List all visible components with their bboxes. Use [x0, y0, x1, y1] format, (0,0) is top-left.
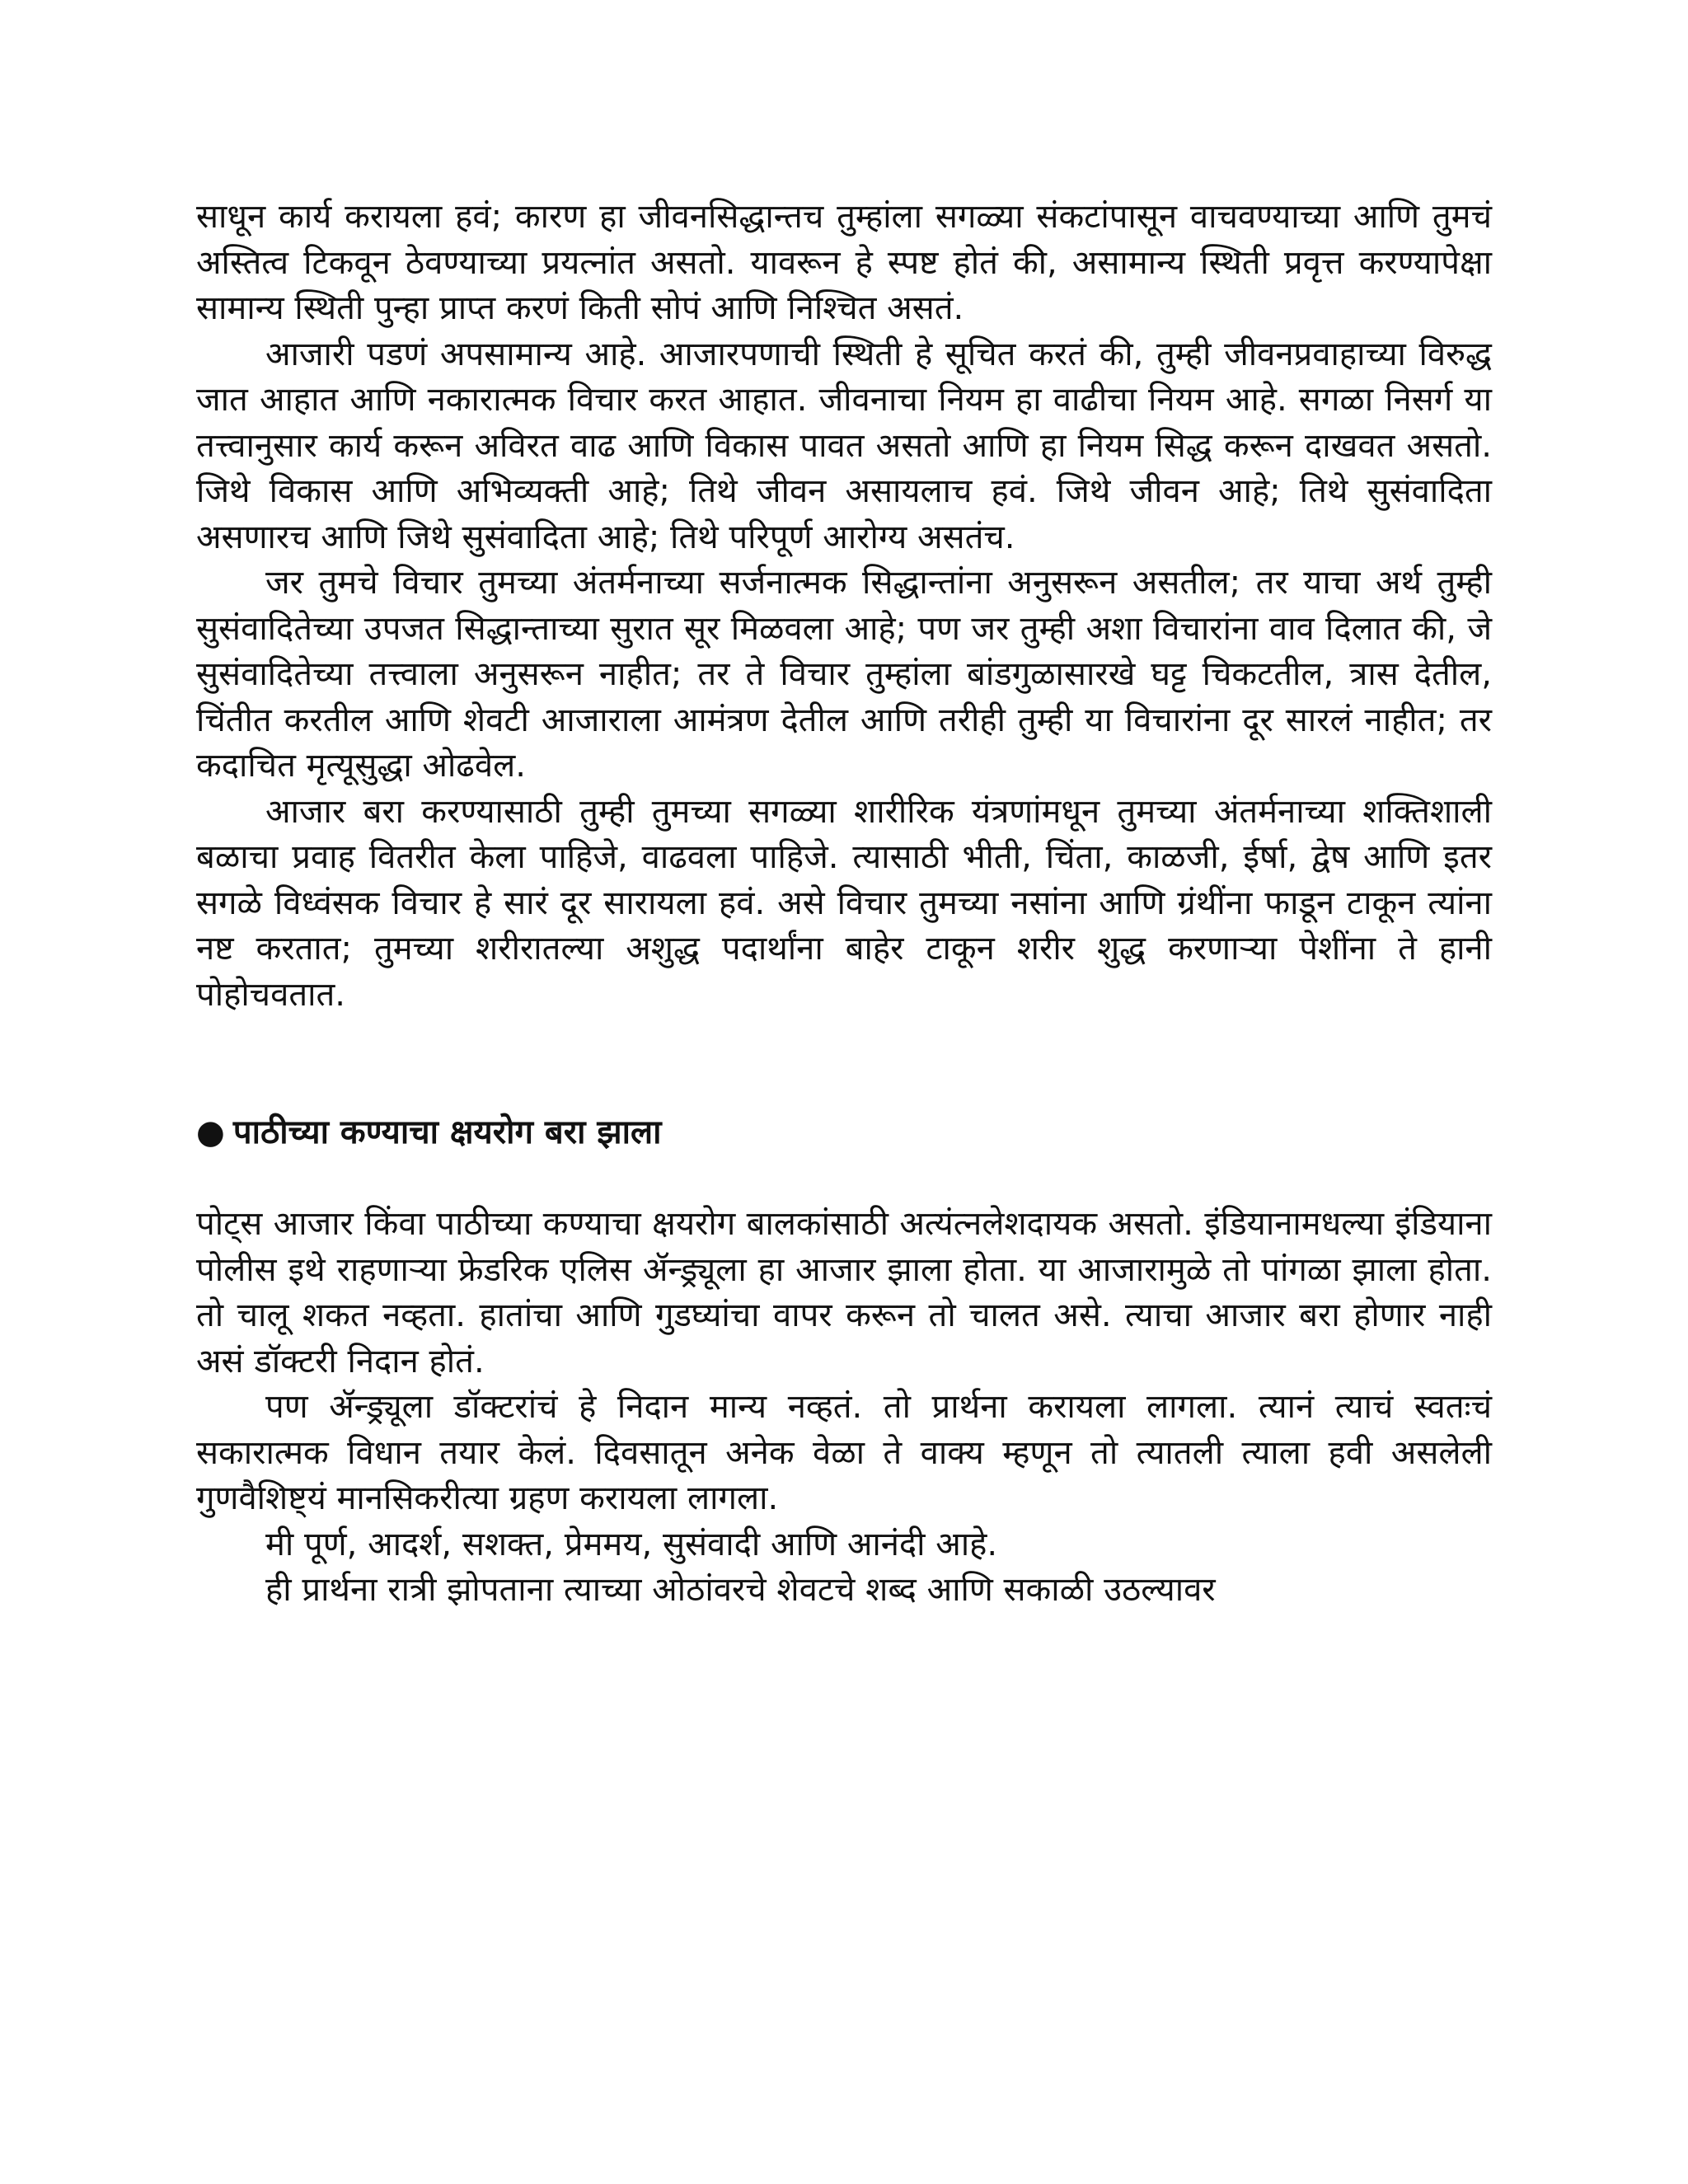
- paragraph-2: आजारी पडणं अपसामान्य आहे. आजारपणाची स्थिती हे सूचित करतं की, तुम्ही जीवनप्रवाहाच्या विरुद्ध जात आहात आणि नकारात्मक विचार करत आहात. जीवनाचा नियम हा वाढीचा नियम आहे. सगळा निसर्ग या तत्त्वानुसार कार्य करून अविरत वाढ आणि विकास पावत असतो आणि हा नियम सिद्ध करून दाखवत असतो. जिथे विकास आणि अभिव्यक्ती आहे; तिथे जीवन असायलाच हवं. जिथे जीवन आहे; तिथे सुसंवादिता असणारच आणि जिथे सुसंवादिता आहे; तिथे परिपूर्ण आरोग्य असतंच.: [196, 335, 1492, 556]
- bullet-icon: ●: [196, 1113, 225, 1151]
- paragraph-6: पण ॲन्ड्र्यूला डॉक्टरांचं हे निदान मान्य नव्हतं. तो प्रार्थना करायला लागला. त्यानं त्याचं स्वतःचं सकारात्मक विधान तयार केलं. दिवसातून अनेक वेळा ते वाक्य म्हणून तो त्यातली त्याला हवी असलेली गुणवैशिष्ट्यं मानसिकरीत्या ग्रहण करायला लागला.: [196, 1388, 1492, 1517]
- paragraph-8: ही प्रार्थना रात्री झोपताना त्याच्या ओठांवरचे शेवटचे शब्द आणि सकाळी उठल्यावर: [265, 1571, 1216, 1609]
- paragraph-4: आजार बरा करण्यासाठी तुम्ही तुमच्या सगळ्या शारीरिक यंत्रणांमधून तुमच्या अंतर्मनाच्या शक्तिशाली बळाचा प्रवाह वितरीत केला पाहिजे, वाढवला पाहिजे. त्यासाठी भीती, चिंता, काळजी, ईर्षा, द्वेष आणि इतर सगळे विध्वंसक विचार हे सारं दूर सारायला हवं. असे विचार तुमच्या नसांना आणि ग्रंथींना फाडून टाकून त्यांना नष्ट करतात; तुमच्या शरीरातल्या अशुद्ध पदार्थांना बाहेर टाकून शरीर शुद्ध करणाऱ्या पेशींना ते हानी पोहोचवतात.: [196, 792, 1492, 1014]
- spacer: [196, 1155, 1492, 1202]
- document-page: [196, 194, 1492, 1614]
- section-heading-text: पाठीच्या कण्याचा क्षयरोग बरा झाला: [232, 1113, 662, 1151]
- spacer: [196, 1018, 1492, 1109]
- paragraph-7: मी पूर्ण, आदर्श, सशक्त, प्रेममय, सुसंवादी आणि आनंदी आहे.: [265, 1525, 998, 1563]
- paragraph-1: साधून कार्य करायला हवं; कारण हा जीवनसिद्धान्तच तुम्हांला सगळ्या संकटांपासून वाचवण्याच्या आणि तुमचं अस्तित्व टिकवून ठेवण्याच्या प्रयत्नांत असतो. यावरून हे स्पष्ट होतं की, असामान्य स्थिती प्रवृत्त करण्यापेक्षा सामान्य स्थिती पुन्हा प्राप्त करणं किती सोपं आणि निश्चित असतं.: [196, 198, 1492, 327]
- section-heading: [196, 1109, 1492, 1155]
- paragraph-3: जर तुमचे विचार तुमच्या अंतर्मनाच्या सर्जनात्मक सिद्धान्तांना अनुसरून असतील; तर याचा अर्थ तुम्ही सुसंवादितेच्या उपजत सिद्धान्ताच्या सुरात सूर मिळवला आहे; पण जर तुम्ही अशा विचारांना वाव दिलात की, जे सुसंवादितेच्या तत्त्वाला अनुसरून नाहीत; तर ते विचार तुम्हांला बांडगुळासारखे घट्ट चिकटतील, त्रास देतील, चिंतीत करतील आणि शेवटी आजाराला आमंत्रण देतील आणि तरीही तुम्ही या विचारांना दूर सारलं नाहीत; तर कदाचित मृत्यूसुद्धा ओढवेल.: [196, 564, 1492, 785]
- paragraph-5: पोट्स आजार किंवा पाठीच्या कण्याचा क्षयरोग बालकांसाठी अत्यंत्नलेशदायक असतो. इंडियानामधल्या इंडियाना पोलीस इथे राहणाऱ्या फ्रेडरिक एलिस ॲन्ड्र्यूला हा आजार झाला होता. या आजारामुळे तो पांगळा झाला होता. तो चालू शकत नव्हता. हातांचा आणि गुडघ्यांचा वापर करून तो चालत असे. त्याचा आजार बरा होणार नाही असं डॉक्टरी निदान होतं.: [196, 1205, 1492, 1380]
